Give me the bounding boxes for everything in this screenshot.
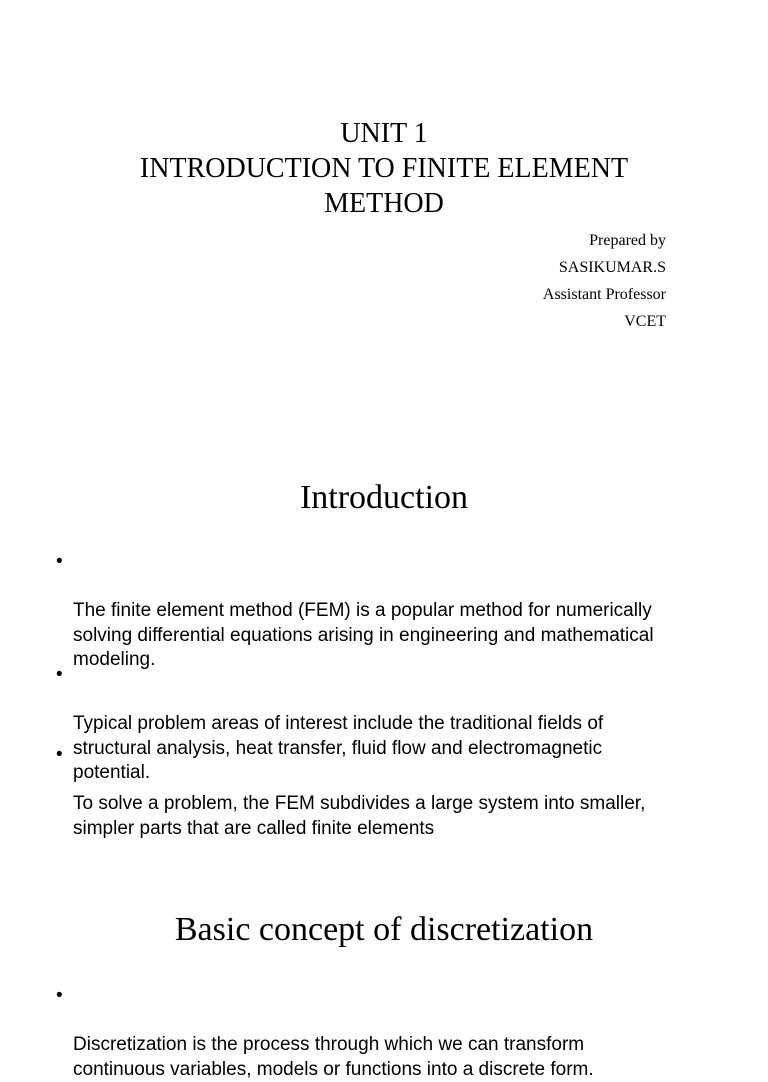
introduction-slide — [0, 430, 768, 880]
prepared-by-label: Prepared by — [589, 232, 666, 249]
bullet-text: Typical problem areas of interest include the traditional fields of structural analysis, heat transfer, fluid flow and electromagnetic potential. — [73, 713, 604, 783]
unit-label: UNIT 1 — [340, 118, 428, 149]
bullet-item — [56, 984, 733, 1082]
author-block — [543, 227, 666, 335]
bullet-text: Discretization is the process through which we can transform continuous variables, models or functions into a discrete form. — [73, 1034, 594, 1080]
slide-title — [0, 116, 768, 221]
bullet-icon: • — [56, 744, 63, 765]
title-slide — [0, 0, 768, 430]
title-line-1: INTRODUCTION TO FINITE ELEMENT — [139, 153, 629, 184]
discretization-slide — [0, 880, 768, 1080]
bullet-text: To solve a problem, the FEM subdivides a large system into smaller, simpler parts that are called finite elements — [73, 793, 646, 839]
bullet-icon: • — [56, 551, 63, 572]
bullet-icon: • — [56, 985, 63, 1006]
author-institution: VCET — [624, 313, 666, 330]
title-line-2: METHOD — [324, 188, 444, 219]
bullet-item — [56, 550, 733, 673]
author-designation: Assistant Professor — [542, 286, 666, 303]
introduction-heading: Introduction — [299, 479, 469, 516]
bullet-item — [56, 743, 733, 841]
bullet-icon: • — [56, 664, 63, 685]
author-name: SASIKUMAR.S — [558, 259, 666, 276]
discretization-heading: Basic concept of discretization — [174, 911, 594, 948]
bullet-text: The finite element method (FEM) is a popular method for numerically solving differential equations arising in engineering and mathematical modeling. — [73, 600, 654, 670]
